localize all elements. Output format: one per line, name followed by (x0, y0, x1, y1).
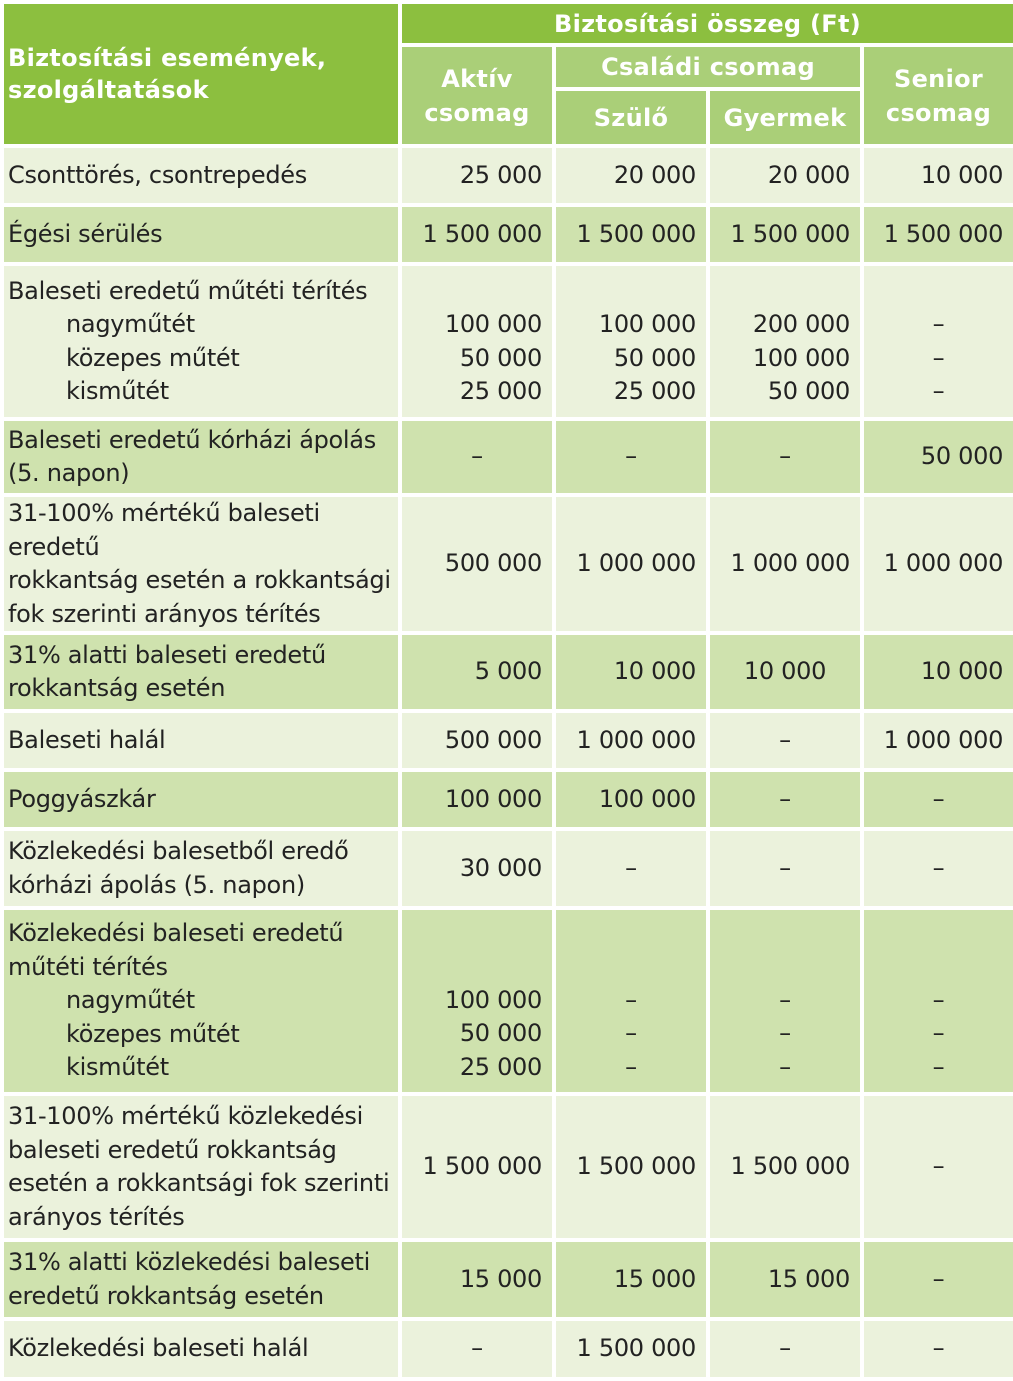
aktiv-value: – (400, 419, 554, 495)
sub-value: 50 000 (767, 377, 850, 405)
aktiv-value: 30 000 (400, 829, 554, 908)
aktiv-value: 500 000 (400, 711, 554, 770)
csaladi-header: Családi csomag (554, 45, 862, 89)
row-label-line: baleseti eredetű rokkantság (8, 1135, 337, 1164)
row-label-line: rokkantság esetén a rokkantsági (8, 566, 391, 594)
szulo-value: 15 000 (554, 1240, 708, 1319)
sub-label: kisműtét (66, 1053, 169, 1082)
aktiv-value (400, 908, 554, 1094)
table-row (2, 711, 1013, 770)
sub-value: – (625, 985, 637, 1014)
table-row (2, 908, 1013, 1094)
row-label: Poggyászkár (2, 770, 400, 829)
szulo-value: 20 000 (554, 146, 708, 205)
szulo-value: 10 000 (554, 633, 708, 711)
row-label (2, 495, 400, 633)
aktiv-value: 100 000 (400, 770, 554, 829)
sub-value: 50 000 (613, 343, 696, 372)
senior-value: – (862, 1240, 1013, 1319)
sub-value: 200 000 (752, 310, 850, 338)
row-label: Égési sérülés (2, 205, 400, 264)
sub-value: – (625, 1052, 637, 1081)
row-label-line: 31% alatti baleseti eredetű (8, 640, 326, 669)
row-label-line: arányos térítés (8, 1202, 185, 1231)
sub-value: – (779, 985, 791, 1014)
sub-label: közepes műtét (66, 343, 240, 372)
sub-value: – (932, 1019, 945, 1047)
szulo-value: 1 000 000 (554, 711, 708, 770)
row-label: Közlekedési baleseti halál (2, 1319, 400, 1379)
aktiv-value: 1 500 000 (400, 1094, 554, 1240)
gyermek-value (708, 908, 862, 1094)
row-label-line: 31-100% mértékű baleseti eredetű (8, 499, 320, 561)
sub-value: 25 000 (613, 377, 696, 405)
senior-value (862, 908, 1013, 1094)
row-label (2, 1094, 400, 1240)
table-row (2, 633, 1013, 711)
row-label (2, 908, 400, 1094)
szulo-value: 1 500 000 (554, 1319, 708, 1379)
row-label-line: műtéti térítés (8, 952, 168, 981)
row-label-line: esetén a rokkantsági fok szerinti (8, 1169, 390, 1197)
row-label-line: eredetű rokkantság esetén (8, 1281, 324, 1310)
gyermek-value: 20 000 (708, 146, 862, 205)
row-label: Csonttörés, csontrepedés (2, 146, 400, 205)
sub-label: nagyműtét (66, 986, 195, 1015)
aktiv-value: 25 000 (400, 146, 554, 205)
gyermek-value: 1 500 000 (708, 205, 862, 264)
gyermek-value: 1 500 000 (708, 1094, 862, 1240)
senior-value: 50 000 (862, 419, 1013, 495)
sub-value: – (932, 343, 945, 372)
senior-value: 10 000 (862, 146, 1013, 205)
table-row (2, 264, 1013, 419)
sub-value: 100 000 (752, 343, 850, 372)
aktiv-value: – (400, 1319, 554, 1379)
sub-value: – (932, 377, 945, 405)
senior-value: – (862, 770, 1013, 829)
row-label-line: fok szerinti arányos térítés (8, 599, 321, 628)
table-row (2, 146, 1013, 205)
szulo-value (554, 908, 708, 1094)
gyermek-value: – (708, 770, 862, 829)
sub-value: 100 000 (444, 310, 542, 338)
sub-value: – (932, 310, 945, 338)
sub-value: – (625, 1019, 637, 1047)
row-label (2, 633, 400, 711)
row-label: Baleseti halál (2, 711, 400, 770)
row-label-line: 31-100% mértékű közlekedési (8, 1102, 364, 1130)
sub-value: – (932, 985, 945, 1014)
senior-value: 1 000 000 (862, 711, 1013, 770)
aktiv-header: Aktív csomag (400, 45, 554, 146)
gyermek-value: – (708, 829, 862, 908)
table-row (2, 419, 1013, 495)
row-label-line: Közlekedési baleseti eredetű (8, 919, 344, 948)
sub-value: – (779, 1019, 791, 1047)
szulo-value (554, 264, 708, 419)
senior-value: – (862, 829, 1013, 908)
row-label-line: kórházi ápolás (5. napon) (8, 870, 305, 899)
aktiv-value: 1 500 000 (400, 205, 554, 264)
table-row (2, 495, 1013, 633)
senior-value: – (862, 1094, 1013, 1240)
row-label-line: 31% alatti közlekedési baleseti (8, 1248, 370, 1276)
senior-header: Senior csomag (862, 45, 1013, 146)
gyermek-value: 1 000 000 (708, 495, 862, 633)
sub-label: kisműtét (66, 377, 169, 405)
gyermek-value: – (708, 711, 862, 770)
row-label (2, 829, 400, 908)
row-label-line: rokkantság esetén (8, 674, 226, 702)
table-row (2, 770, 1013, 829)
label-column-header: Biztosítási események, szolgáltatások (2, 2, 400, 146)
aktiv-value: 5 000 (400, 633, 554, 711)
sub-value: – (932, 1052, 945, 1081)
sub-value: 50 000 (459, 343, 542, 372)
szulo-value: 1 000 000 (554, 495, 708, 633)
gyermek-value: – (708, 419, 862, 495)
row-label (2, 1240, 400, 1319)
szulo-value: 1 500 000 (554, 205, 708, 264)
szulo-header: Szülő (554, 89, 708, 146)
senior-value: – (862, 1319, 1013, 1379)
row-label-line: Baleseti eredetű kórházi ápolás (8, 425, 376, 454)
row-label-line: (5. napon) (8, 459, 130, 487)
sub-value: – (779, 1052, 791, 1081)
amount-group-header: Biztosítási összeg (Ft) (400, 2, 1013, 45)
gyermek-header: Gyermek (708, 89, 862, 146)
sub-value: 25 000 (459, 377, 542, 405)
gyermek-value: – (708, 1319, 862, 1379)
sub-value: 50 000 (459, 1019, 542, 1047)
aktiv-value (400, 264, 554, 419)
sub-label: közepes műtét (66, 1019, 240, 1048)
sub-value: 100 000 (598, 310, 696, 338)
sub-label: nagyműtét (66, 310, 195, 338)
table-row (2, 205, 1013, 264)
aktiv-value: 500 000 (400, 495, 554, 633)
table-row (2, 1319, 1013, 1379)
row-label (2, 419, 400, 495)
senior-value: 1 500 000 (862, 205, 1013, 264)
table-row (2, 1094, 1013, 1240)
szulo-value: – (554, 829, 708, 908)
aktiv-value: 15 000 (400, 1240, 554, 1319)
szulo-value: 1 500 000 (554, 1094, 708, 1240)
senior-value: 1 000 000 (862, 495, 1013, 633)
gyermek-value (708, 264, 862, 419)
senior-value (862, 264, 1013, 419)
szulo-value: – (554, 419, 708, 495)
sub-value: 100 000 (444, 985, 542, 1014)
table-row (2, 829, 1013, 908)
gyermek-value: 15 000 (708, 1240, 862, 1319)
table-row (2, 1240, 1013, 1319)
row-label-line: Baleseti eredetű műtéti térítés (8, 276, 368, 305)
szulo-value: 100 000 (554, 770, 708, 829)
senior-value: 10 000 (862, 633, 1013, 711)
row-label (2, 264, 400, 419)
row-label-line: Közlekedési balesetből eredő (8, 837, 349, 865)
sub-value: 25 000 (459, 1052, 542, 1081)
gyermek-value: 10 000 (708, 633, 862, 711)
